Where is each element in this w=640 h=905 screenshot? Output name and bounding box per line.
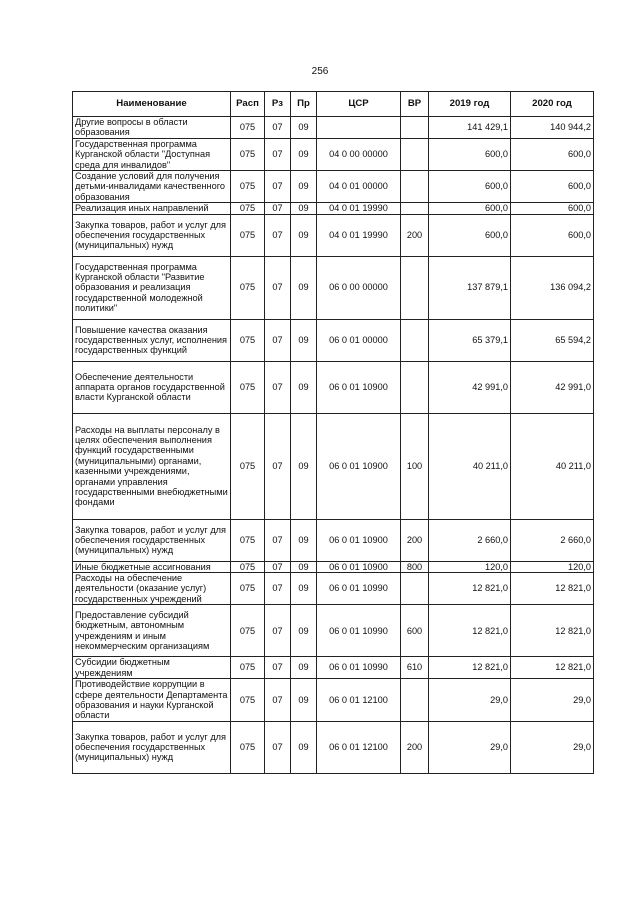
cell-pr: 09 xyxy=(291,519,317,561)
cell-rasp: 075 xyxy=(231,138,265,170)
cell-2020: 12 821,0 xyxy=(511,573,594,605)
cell-rasp: 075 xyxy=(231,361,265,413)
cell-pr: 09 xyxy=(291,117,317,139)
cell-2020: 600,0 xyxy=(511,203,594,214)
cell-2019: 141 429,1 xyxy=(429,117,511,139)
cell-pr: 09 xyxy=(291,361,317,413)
cell-vr xyxy=(401,138,429,170)
table-row xyxy=(73,679,594,722)
cell-rz: 07 xyxy=(265,721,291,773)
cell-name: Повышение качества оказания государственных услуг, исполнения государственных функций xyxy=(73,319,231,361)
cell-vr xyxy=(401,256,429,319)
cell-rz: 07 xyxy=(265,573,291,605)
header-vr: ВР xyxy=(401,92,429,117)
cell-vr xyxy=(401,319,429,361)
cell-rz: 07 xyxy=(265,605,291,657)
cell-csr: 06 0 01 12100 xyxy=(317,721,401,773)
cell-2020: 600,0 xyxy=(511,138,594,170)
cell-rz: 07 xyxy=(265,519,291,561)
cell-2019: 600,0 xyxy=(429,214,511,256)
cell-name: Обеспечение деятельности аппарата органов государственной власти Курганской области xyxy=(73,361,231,413)
table-header-row xyxy=(73,92,594,117)
cell-name: Противодействие коррупции в сфере деятельности Департамента образования и науки Курганской области xyxy=(73,679,231,722)
cell-2020: 42 991,0 xyxy=(511,361,594,413)
cell-pr: 09 xyxy=(291,256,317,319)
cell-2019: 120,0 xyxy=(429,561,511,572)
cell-csr: 06 0 01 00000 xyxy=(317,319,401,361)
cell-name: Расходы на выплаты персоналу в целях обеспечения выполнения функций государственными (муниципальными) органами, казенными учреждениями, органами управления государственными внебюджетными фондами xyxy=(73,413,231,519)
cell-2019: 42 991,0 xyxy=(429,361,511,413)
cell-rasp: 075 xyxy=(231,561,265,572)
cell-rz: 07 xyxy=(265,171,291,203)
table-row xyxy=(73,256,594,319)
table-row xyxy=(73,721,594,773)
cell-pr: 09 xyxy=(291,573,317,605)
cell-pr: 09 xyxy=(291,721,317,773)
cell-2019: 12 821,0 xyxy=(429,573,511,605)
header-pr: Пр xyxy=(291,92,317,117)
cell-2020: 65 594,2 xyxy=(511,319,594,361)
table-row xyxy=(73,361,594,413)
cell-2019: 29,0 xyxy=(429,721,511,773)
cell-vr xyxy=(401,679,429,722)
cell-rz: 07 xyxy=(265,256,291,319)
cell-vr: 200 xyxy=(401,721,429,773)
cell-2019: 137 879,1 xyxy=(429,256,511,319)
cell-vr xyxy=(401,361,429,413)
cell-csr: 06 0 01 10990 xyxy=(317,573,401,605)
cell-vr: 200 xyxy=(401,519,429,561)
table-row xyxy=(73,117,594,139)
cell-rasp: 075 xyxy=(231,721,265,773)
cell-name: Иные бюджетные ассигнования xyxy=(73,561,231,572)
cell-csr: 06 0 01 10900 xyxy=(317,561,401,572)
cell-pr: 09 xyxy=(291,203,317,214)
cell-2020: 40 211,0 xyxy=(511,413,594,519)
cell-rasp: 075 xyxy=(231,519,265,561)
cell-vr: 600 xyxy=(401,605,429,657)
cell-vr xyxy=(401,573,429,605)
cell-pr: 09 xyxy=(291,214,317,256)
cell-csr: 06 0 01 10900 xyxy=(317,361,401,413)
cell-2019: 600,0 xyxy=(429,171,511,203)
table-row xyxy=(73,605,594,657)
cell-name: Создание условий для получения детьми-инвалидами качественного образования xyxy=(73,171,231,203)
cell-rasp: 075 xyxy=(231,171,265,203)
cell-pr: 09 xyxy=(291,413,317,519)
table-row xyxy=(73,657,594,679)
cell-pr: 09 xyxy=(291,679,317,722)
cell-2020: 600,0 xyxy=(511,214,594,256)
cell-name: Субсидии бюджетным учреждениям xyxy=(73,657,231,679)
cell-vr: 610 xyxy=(401,657,429,679)
cell-csr: 04 0 01 19990 xyxy=(317,203,401,214)
cell-csr: 06 0 01 10900 xyxy=(317,413,401,519)
cell-rz: 07 xyxy=(265,361,291,413)
cell-rasp: 075 xyxy=(231,657,265,679)
table-row xyxy=(73,561,594,572)
cell-name: Закупка товаров, работ и услуг для обеспечения государственных (муниципальных) нужд xyxy=(73,519,231,561)
cell-name: Государственная программа Курганской области "Доступная среда для инвалидов" xyxy=(73,138,231,170)
cell-csr: 06 0 01 10990 xyxy=(317,605,401,657)
cell-rasp: 075 xyxy=(231,203,265,214)
table-row xyxy=(73,413,594,519)
header-2020: 2020 год xyxy=(511,92,594,117)
cell-2019: 2 660,0 xyxy=(429,519,511,561)
table-row xyxy=(73,319,594,361)
cell-2019: 29,0 xyxy=(429,679,511,722)
cell-rz: 07 xyxy=(265,214,291,256)
cell-vr: 200 xyxy=(401,214,429,256)
cell-csr: 06 0 01 10900 xyxy=(317,519,401,561)
cell-2019: 40 211,0 xyxy=(429,413,511,519)
cell-csr: 04 0 01 19990 xyxy=(317,214,401,256)
cell-rz: 07 xyxy=(265,561,291,572)
cell-rz: 07 xyxy=(265,138,291,170)
cell-vr: 800 xyxy=(401,561,429,572)
cell-pr: 09 xyxy=(291,605,317,657)
table-row xyxy=(73,214,594,256)
cell-2020: 12 821,0 xyxy=(511,605,594,657)
cell-pr: 09 xyxy=(291,561,317,572)
cell-2020: 600,0 xyxy=(511,171,594,203)
cell-name: Закупка товаров, работ и услуг для обеспечения государственных (муниципальных) нужд xyxy=(73,214,231,256)
header-rz: Рз xyxy=(265,92,291,117)
table-row xyxy=(73,203,594,214)
cell-2020: 120,0 xyxy=(511,561,594,572)
page-number: 256 xyxy=(311,66,329,77)
cell-name: Государственная программа Курганской области "Развитие образования и реализация государственной молодежной политики" xyxy=(73,256,231,319)
header-csr: ЦСР xyxy=(317,92,401,117)
cell-2019: 12 821,0 xyxy=(429,657,511,679)
cell-name: Реализация иных направлений xyxy=(73,203,231,214)
cell-2019: 65 379,1 xyxy=(429,319,511,361)
table-row xyxy=(73,171,594,203)
cell-2020: 29,0 xyxy=(511,721,594,773)
budget-table xyxy=(72,91,594,774)
cell-rasp: 075 xyxy=(231,605,265,657)
cell-vr xyxy=(401,171,429,203)
cell-csr: 06 0 01 12100 xyxy=(317,679,401,722)
cell-csr: 06 0 00 00000 xyxy=(317,256,401,319)
cell-vr xyxy=(401,117,429,139)
cell-vr: 100 xyxy=(401,413,429,519)
cell-rasp: 075 xyxy=(231,319,265,361)
cell-rz: 07 xyxy=(265,117,291,139)
cell-name: Расходы на обеспечение деятельности (оказание услуг) государственных учреждений xyxy=(73,573,231,605)
header-rasp: Расп xyxy=(231,92,265,117)
cell-csr: 06 0 01 10990 xyxy=(317,657,401,679)
cell-rasp: 075 xyxy=(231,573,265,605)
cell-name: Предоставление субсидий бюджетным, автономным учреждениям и иным некоммерческим организациям xyxy=(73,605,231,657)
cell-2019: 600,0 xyxy=(429,138,511,170)
cell-rz: 07 xyxy=(265,413,291,519)
cell-rasp: 075 xyxy=(231,679,265,722)
header-2019: 2019 год xyxy=(429,92,511,117)
cell-rasp: 075 xyxy=(231,413,265,519)
table-row xyxy=(73,138,594,170)
cell-rz: 07 xyxy=(265,679,291,722)
cell-2020: 29,0 xyxy=(511,679,594,722)
cell-2019: 12 821,0 xyxy=(429,605,511,657)
cell-rz: 07 xyxy=(265,203,291,214)
cell-pr: 09 xyxy=(291,171,317,203)
cell-vr xyxy=(401,203,429,214)
cell-2020: 136 094,2 xyxy=(511,256,594,319)
cell-2019: 600,0 xyxy=(429,203,511,214)
header-name: Наименование xyxy=(73,92,231,117)
cell-2020: 2 660,0 xyxy=(511,519,594,561)
cell-rasp: 075 xyxy=(231,117,265,139)
cell-2020: 140 944,2 xyxy=(511,117,594,139)
cell-2020: 12 821,0 xyxy=(511,657,594,679)
cell-pr: 09 xyxy=(291,138,317,170)
cell-name: Другие вопросы в области образования xyxy=(73,117,231,139)
cell-csr xyxy=(317,117,401,139)
table-row xyxy=(73,519,594,561)
cell-csr: 04 0 00 00000 xyxy=(317,138,401,170)
cell-rasp: 075 xyxy=(231,214,265,256)
table-row xyxy=(73,573,594,605)
cell-pr: 09 xyxy=(291,657,317,679)
cell-name: Закупка товаров, работ и услуг для обеспечения государственных (муниципальных) нужд xyxy=(73,721,231,773)
cell-rasp: 075 xyxy=(231,256,265,319)
cell-csr: 04 0 01 00000 xyxy=(317,171,401,203)
cell-pr: 09 xyxy=(291,319,317,361)
cell-rz: 07 xyxy=(265,319,291,361)
cell-rz: 07 xyxy=(265,657,291,679)
table-body xyxy=(73,117,594,774)
